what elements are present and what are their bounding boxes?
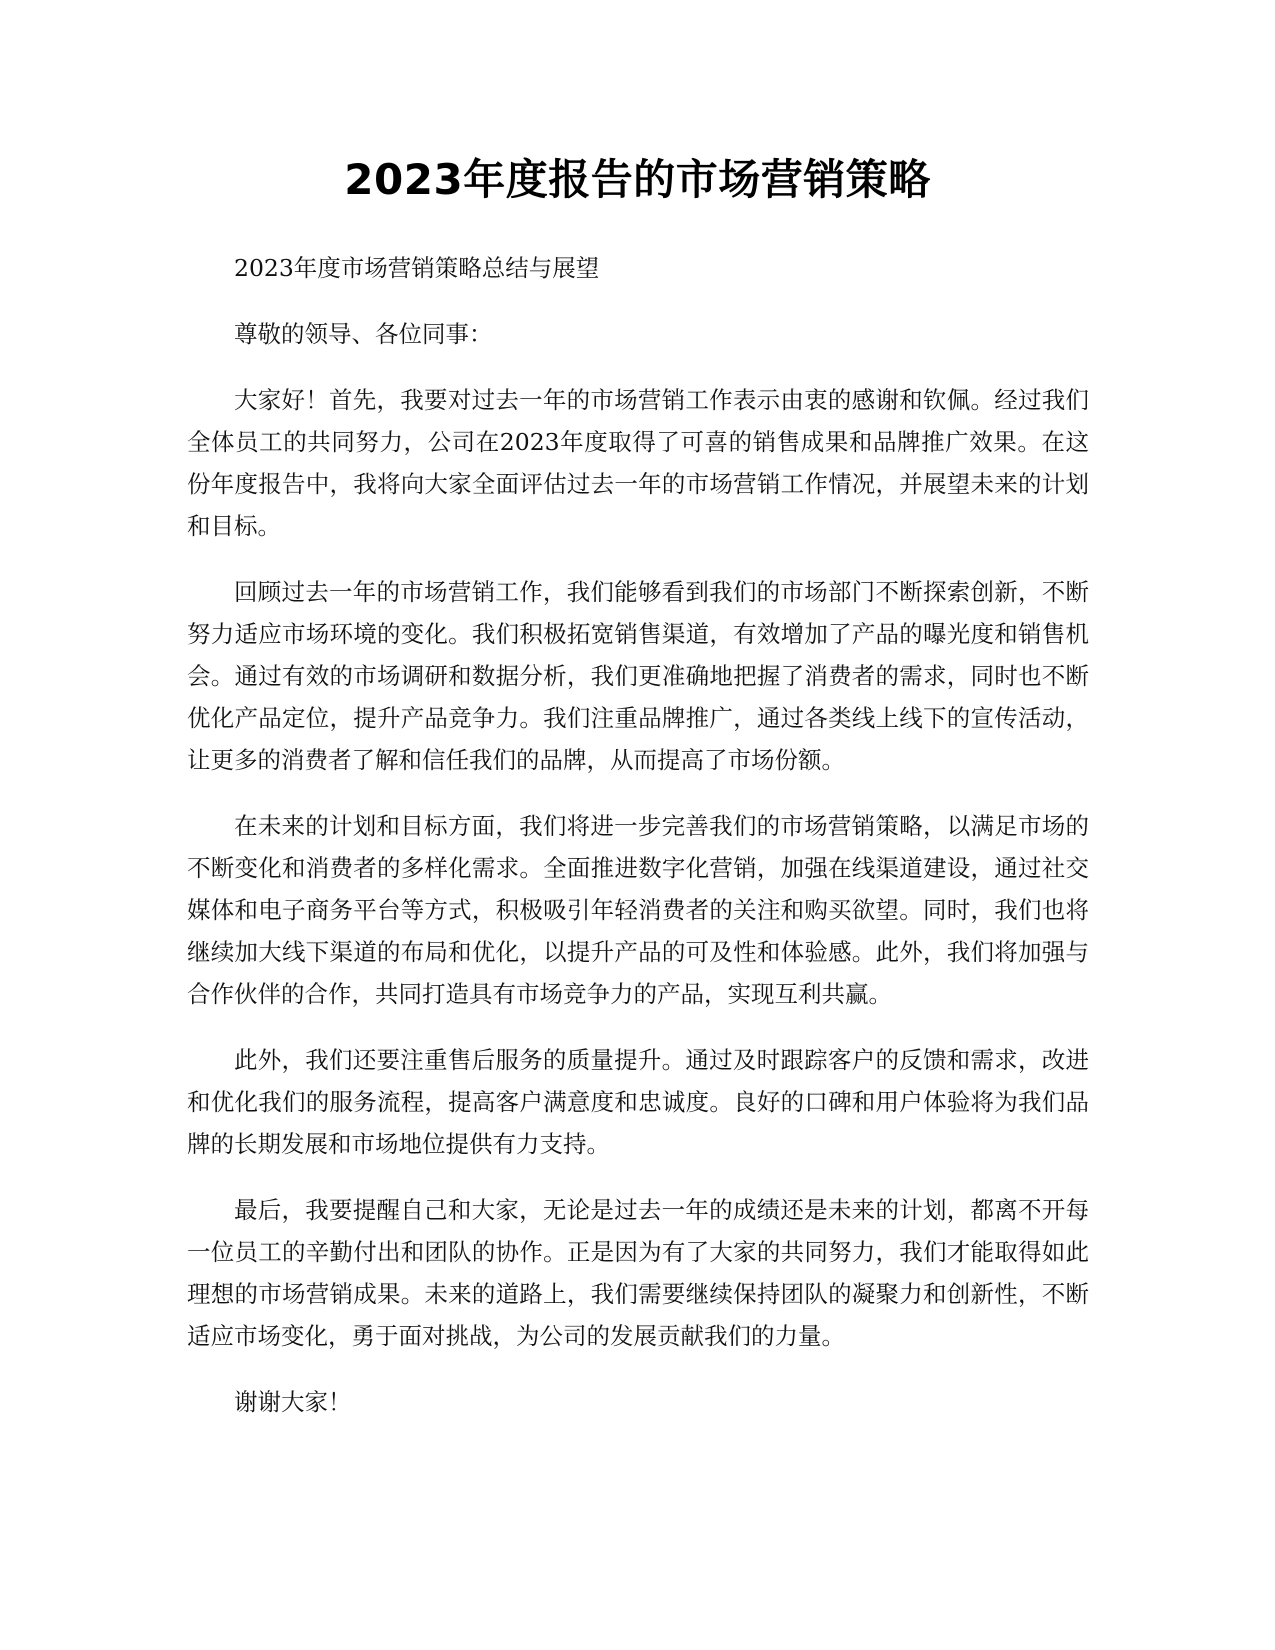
closing-paragraph: 最后，我要提醒自己和大家，无论是过去一年的成绩还是未来的计划，都离不开每一位员工的辛勤付出和团队的协作。正是因为有了大家的共同努力，我们才能取得如此理想的市场营销成果。未来的道路上，我们需要继续保持团队的凝聚力和创新性，不断适应市场变化，勇于面对挑战，为公司的发展贡献我们的力量。: [187, 1196, 1089, 1350]
review-paragraph: 回顾过去一年的市场营销工作，我们能够看到我们的市场部门不断探索创新，不断努力适应市场环境的变化。我们积极拓宽销售渠道，有效增加了产品的曝光度和销售机会。通过有效的市场调研和数据分析，我们更准确地把握了消费者的需求，同时也不断优化产品定位，提升产品竞争力。我们注重品牌推广，通过各类线上线下的宣传活动，让更多的消费者了解和信任我们的品牌，从而提高了市场份额。: [187, 578, 1089, 774]
salutation-paragraph: 尊敬的领导、各位同事：: [234, 320, 493, 348]
document-title: 2023年度报告的市场营销策略: [344, 155, 931, 204]
future-plan-paragraph: 在未来的计划和目标方面，我们将进一步完善我们的市场营销策略，以满足市场的不断变化和消费者的多样化需求。全面推进数字化营销，加强在线渠道建设，通过社交媒体和电子商务平台等方式，积极吸引年轻消费者的关注和购买欲望。同时，我们也将继续加大线下渠道的布局和优化，以提升产品的可及性和体验感。此外，我们将加强与合作伙伴的合作，共同打造具有市场竞争力的产品，实现互利共赢。: [187, 812, 1089, 1008]
intro-paragraph: 大家好！首先，我要对过去一年的市场营销工作表示由衷的感谢和钦佩。经过我们全体员工的共同努力，公司在2023年度取得了可喜的销售成果和品牌推广效果。在这份年度报告中，我将向大家全面评估过去一年的市场营销工作情况，并展望未来的计划和目标。: [187, 386, 1089, 540]
after-sales-paragraph: 此外，我们还要注重售后服务的质量提升。通过及时跟踪客户的反馈和需求，改进和优化我们的服务流程，提高客户满意度和忠诚度。良好的口碑和用户体验将为我们品牌的长期发展和市场地位提供有力支持。: [187, 1046, 1089, 1158]
subtitle-paragraph: 2023年度市场营销策略总结与展望: [234, 254, 600, 282]
thanks-paragraph: 谢谢大家！: [234, 1388, 352, 1416]
document-body: [187, 247, 1089, 1447]
